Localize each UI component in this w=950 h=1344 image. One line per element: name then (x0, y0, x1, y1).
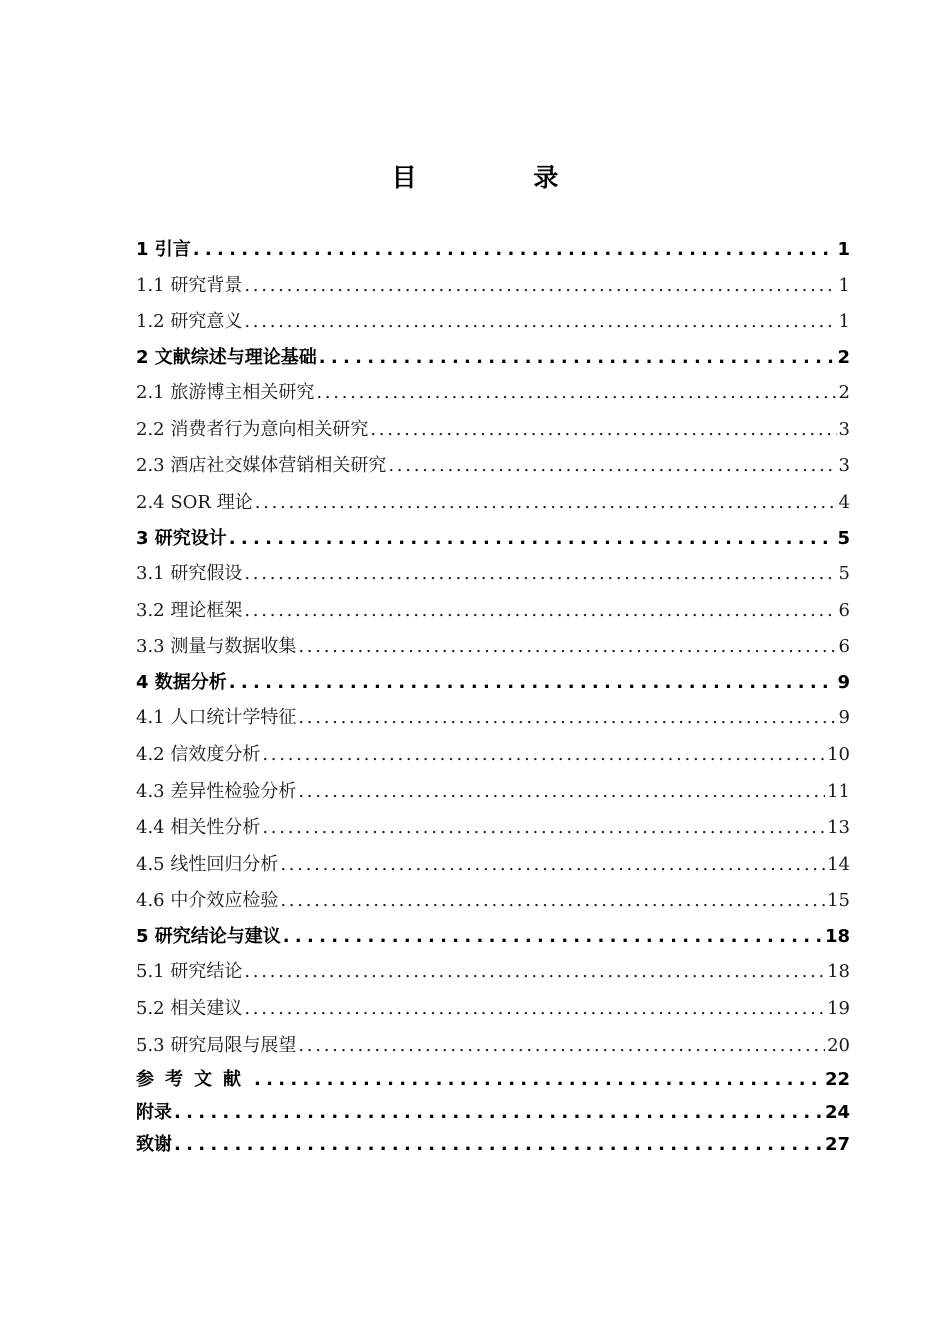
toc-entry-chapter[interactable] (136, 666, 850, 701)
toc-entry-title: 4.3 差异性检验分析 (136, 780, 297, 802)
dot-leader (298, 1028, 825, 1065)
toc-entry-page-number: 19 (827, 998, 850, 1019)
toc-entry-section[interactable] (136, 412, 850, 449)
toc-entry-page-number: 1 (838, 274, 850, 296)
toc-entry-section[interactable] (136, 304, 850, 341)
toc-entry-page-number: 14 (827, 853, 850, 875)
toc-entry-page-number: 9 (837, 671, 850, 693)
toc-entry-title: 3.2 理论框架 (136, 599, 243, 621)
toc-entry-page-number: 24 (824, 1101, 850, 1123)
toc-entry-section[interactable] (136, 810, 850, 847)
toc-entry-chapter[interactable] (136, 1064, 850, 1097)
dot-leader (370, 412, 836, 449)
toc-entry-section[interactable] (136, 629, 850, 666)
dot-leader (244, 268, 836, 305)
toc-entry-page-number: 10 (827, 743, 850, 765)
toc-entry-title: 1.1 研究背景 (136, 274, 243, 296)
dot-leader (244, 556, 836, 593)
dot-leader (229, 522, 836, 557)
toc-entry-title: 4.4 相关性分析 (136, 817, 261, 839)
toc-entry-page-number: 20 (827, 1034, 850, 1056)
toc-entry-chapter[interactable] (136, 1097, 850, 1130)
toc-entry-title: 1 引言 (136, 239, 191, 260)
toc-entry-title: 5 研究结论与建议 (136, 925, 281, 947)
toc-entry-section[interactable] (136, 1028, 850, 1065)
toc-entry-title: 2.3 酒店社交媒体营销相关研究 (136, 455, 387, 477)
toc-entry-section[interactable] (136, 485, 850, 522)
toc-entry-page-number: 3 (838, 455, 850, 477)
toc-entry-section[interactable] (136, 375, 850, 412)
toc-entry-section[interactable] (136, 268, 850, 305)
toc-entry-chapter[interactable] (136, 1129, 850, 1162)
toc-entry-section[interactable] (136, 991, 850, 1028)
toc-entry-title: 4.2 信效度分析 (136, 743, 261, 765)
toc-entry-chapter[interactable] (136, 920, 850, 955)
dot-leader (244, 991, 825, 1028)
toc-entry-page-number: 1 (837, 239, 850, 260)
toc-entry-title: 2 文献综述与理论基础 (136, 346, 317, 368)
dot-leader (280, 847, 825, 884)
toc-entry-page-number: 18 (824, 925, 850, 947)
dot-leader (316, 375, 836, 412)
toc-entry-chapter[interactable] (136, 522, 850, 557)
toc-entry-page-number: 2 (838, 382, 850, 404)
toc-entry-page-number: 11 (827, 780, 850, 802)
dot-leader (298, 629, 836, 666)
dot-leader (255, 485, 837, 522)
toc-entry-page-number: 22 (824, 1069, 850, 1091)
toc-entry-chapter[interactable] (136, 233, 850, 268)
dot-leader (174, 1129, 823, 1162)
toc-entry-title: 3 研究设计 (136, 527, 227, 549)
toc-entry-title: 5.1 研究结论 (136, 961, 243, 983)
toc-entry-page-number: 15 (827, 890, 850, 912)
toc-entry-section[interactable] (136, 774, 850, 811)
dot-leader (229, 666, 836, 701)
toc-entry-title: 2.2 消费者行为意向相关研究 (136, 418, 369, 440)
toc-entry-page-number: 18 (827, 961, 850, 983)
dot-leader (298, 700, 836, 737)
dot-leader (174, 1097, 823, 1130)
toc-entry-title: 4.1 人口统计学特征 (136, 707, 297, 729)
toc-entry-section[interactable] (136, 847, 850, 884)
toc-entry-section[interactable] (136, 700, 850, 737)
dot-leader (244, 304, 836, 341)
toc-entry-title: 3.1 研究假设 (136, 563, 243, 585)
toc-entry-page-number: 2 (837, 346, 850, 368)
toc-entry-page-number: 5 (838, 563, 850, 585)
toc-entry-page-number: 6 (838, 636, 850, 658)
toc-entry-title: 5.3 研究局限与展望 (136, 1034, 297, 1056)
dot-leader (319, 341, 836, 376)
dot-leader (388, 448, 836, 485)
toc-entry-section[interactable] (136, 556, 850, 593)
page-title: 目 录 (391, 163, 613, 192)
toc-entry-section[interactable] (136, 593, 850, 630)
toc-entry-title: 4.6 中介效应检验 (136, 890, 279, 912)
toc-entry-title: 1.2 研究意义 (136, 311, 243, 333)
dot-leader (283, 920, 823, 955)
table-of-contents (136, 233, 850, 1162)
toc-entry-page-number: 27 (824, 1134, 850, 1156)
toc-entry-title: 致谢 (136, 1134, 172, 1156)
dot-leader (244, 593, 836, 630)
toc-entry-title: 2.1 旅游博主相关研究 (136, 382, 315, 404)
dot-leader (193, 233, 836, 268)
toc-entry-title: 3.3 测量与数据收集 (136, 636, 297, 658)
toc-entry-title: 4 数据分析 (136, 671, 227, 693)
dot-leader (298, 774, 825, 811)
toc-entry-page-number: 6 (838, 599, 850, 621)
toc-entry-title: 参考文献 (136, 1069, 252, 1091)
toc-entry-page-number: 9 (838, 707, 850, 729)
toc-entry-section[interactable] (136, 737, 850, 774)
toc-entry-page-number: 13 (827, 817, 850, 839)
toc-entry-title: 4.5 线性回归分析 (136, 853, 279, 875)
toc-entry-chapter[interactable] (136, 341, 850, 376)
toc-entry-title: 附录 (136, 1101, 172, 1123)
toc-entry-section[interactable] (136, 448, 850, 485)
dot-leader (254, 1064, 823, 1097)
toc-entry-page-number: 4 (838, 491, 850, 513)
dot-leader (280, 883, 825, 920)
toc-entry-page-number: 5 (837, 527, 850, 549)
dot-leader (262, 810, 825, 847)
toc-entry-page-number: 3 (838, 418, 850, 440)
dot-leader (244, 954, 825, 991)
dot-leader (262, 737, 825, 774)
toc-entry-section[interactable] (136, 954, 850, 991)
toc-entry-page-number: 1 (838, 311, 850, 333)
toc-entry-title: 5.2 相关建议 (136, 998, 243, 1019)
toc-entry-section[interactable] (136, 883, 850, 920)
toc-entry-title: 2.4 SOR 理论 (136, 491, 253, 513)
